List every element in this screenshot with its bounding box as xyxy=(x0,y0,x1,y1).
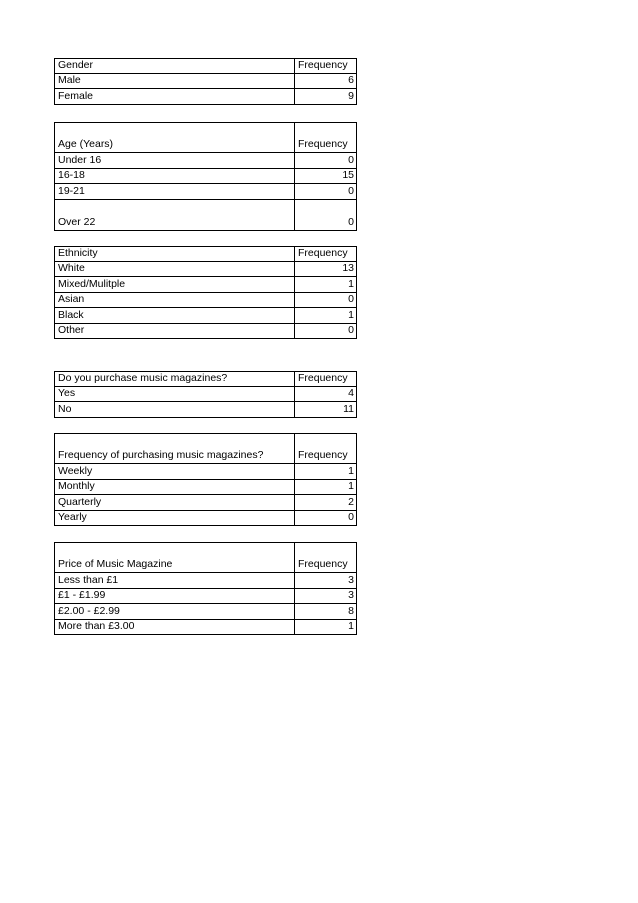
row-value: 8 xyxy=(348,604,354,617)
ethnicity-table xyxy=(54,246,357,339)
table-header-row xyxy=(55,542,356,573)
row-label: £1 - £1.99 xyxy=(55,589,295,604)
row-value: 0 xyxy=(348,153,354,166)
table-row xyxy=(55,324,356,340)
table-row xyxy=(55,308,356,324)
row-label: Male xyxy=(55,74,295,89)
row-value: 9 xyxy=(348,89,354,102)
table-header-row xyxy=(55,246,356,262)
row-label: Mixed/Mulitple xyxy=(55,277,295,292)
table-row xyxy=(55,89,356,105)
row-value: 0 xyxy=(348,324,354,336)
row-value: 1 xyxy=(348,480,354,492)
header-label: Price of Music Magazine xyxy=(55,543,295,572)
row-label: Black xyxy=(55,308,295,323)
table-row xyxy=(55,184,356,200)
row-value: 0 xyxy=(348,511,354,523)
row-value: 0 xyxy=(348,293,354,305)
header-value: Frequency xyxy=(298,558,348,570)
row-label: Quarterly xyxy=(55,495,295,510)
header-value: Frequency xyxy=(298,138,348,150)
table-row xyxy=(55,387,356,403)
row-label: Asian xyxy=(55,293,295,308)
table-row xyxy=(55,169,356,185)
row-label: 19-21 xyxy=(55,184,295,199)
table-row xyxy=(55,620,356,636)
row-value: 1 xyxy=(348,308,354,321)
age-table xyxy=(54,122,357,231)
table-row xyxy=(55,480,356,496)
header-label: Do you purchase music magazines? xyxy=(55,372,295,386)
table-row xyxy=(55,293,356,309)
table-row xyxy=(55,402,356,418)
table-header-row xyxy=(55,58,356,74)
row-value: 4 xyxy=(348,387,354,399)
row-label: 16-18 xyxy=(55,169,295,184)
row-value: 1 xyxy=(348,464,354,477)
row-label: White xyxy=(55,262,295,277)
row-value: 13 xyxy=(342,262,354,274)
row-label: Weekly xyxy=(55,464,295,479)
price-table xyxy=(54,542,357,635)
header-value: Frequency xyxy=(298,58,348,71)
row-value: 2 xyxy=(348,495,354,508)
header-value: Frequency xyxy=(298,449,348,461)
table-row xyxy=(55,262,356,278)
header-label: Ethnicity xyxy=(55,247,295,261)
row-label: Monthly xyxy=(55,480,295,495)
table-row xyxy=(55,277,356,293)
row-value: 15 xyxy=(342,169,354,181)
row-label: Less than £1 xyxy=(55,573,295,588)
table-row xyxy=(55,589,356,605)
header-value: Frequency xyxy=(298,371,348,384)
table-row xyxy=(55,153,356,169)
row-label: Yes xyxy=(55,387,295,402)
row-label: Yearly xyxy=(55,511,295,526)
table-row xyxy=(55,604,356,620)
row-value: 6 xyxy=(348,74,354,86)
table-row xyxy=(55,495,356,511)
row-label: Over 22 xyxy=(55,200,295,230)
row-value: 0 xyxy=(348,215,354,228)
header-label: Age (Years) xyxy=(55,123,295,152)
gender-table xyxy=(54,58,357,105)
table-row xyxy=(55,74,356,90)
header-label: Frequency of purchasing music magazines? xyxy=(55,434,295,463)
row-value: 1 xyxy=(348,620,354,632)
row-label: Under 16 xyxy=(55,153,295,168)
row-value: 11 xyxy=(343,402,354,415)
table-header-row xyxy=(55,122,356,153)
table-row xyxy=(55,464,356,480)
row-label: Other xyxy=(55,324,295,339)
purchase-table xyxy=(54,371,357,418)
row-value: 3 xyxy=(348,589,354,601)
row-label: Female xyxy=(55,89,295,104)
row-label: No xyxy=(55,402,295,417)
table-row xyxy=(55,511,356,527)
table-header-row xyxy=(55,371,356,387)
row-value: 0 xyxy=(348,184,354,197)
row-value: 1 xyxy=(348,277,354,290)
purchase-frequency-table xyxy=(54,433,357,526)
header-label: Gender xyxy=(55,59,295,73)
table-row xyxy=(55,200,356,231)
header-value: Frequency xyxy=(298,246,348,259)
table-header-row xyxy=(55,433,356,464)
row-label: £2.00 - £2.99 xyxy=(55,604,295,619)
table-row xyxy=(55,573,356,589)
row-label: More than £3.00 xyxy=(55,620,295,635)
row-value: 3 xyxy=(348,573,354,586)
